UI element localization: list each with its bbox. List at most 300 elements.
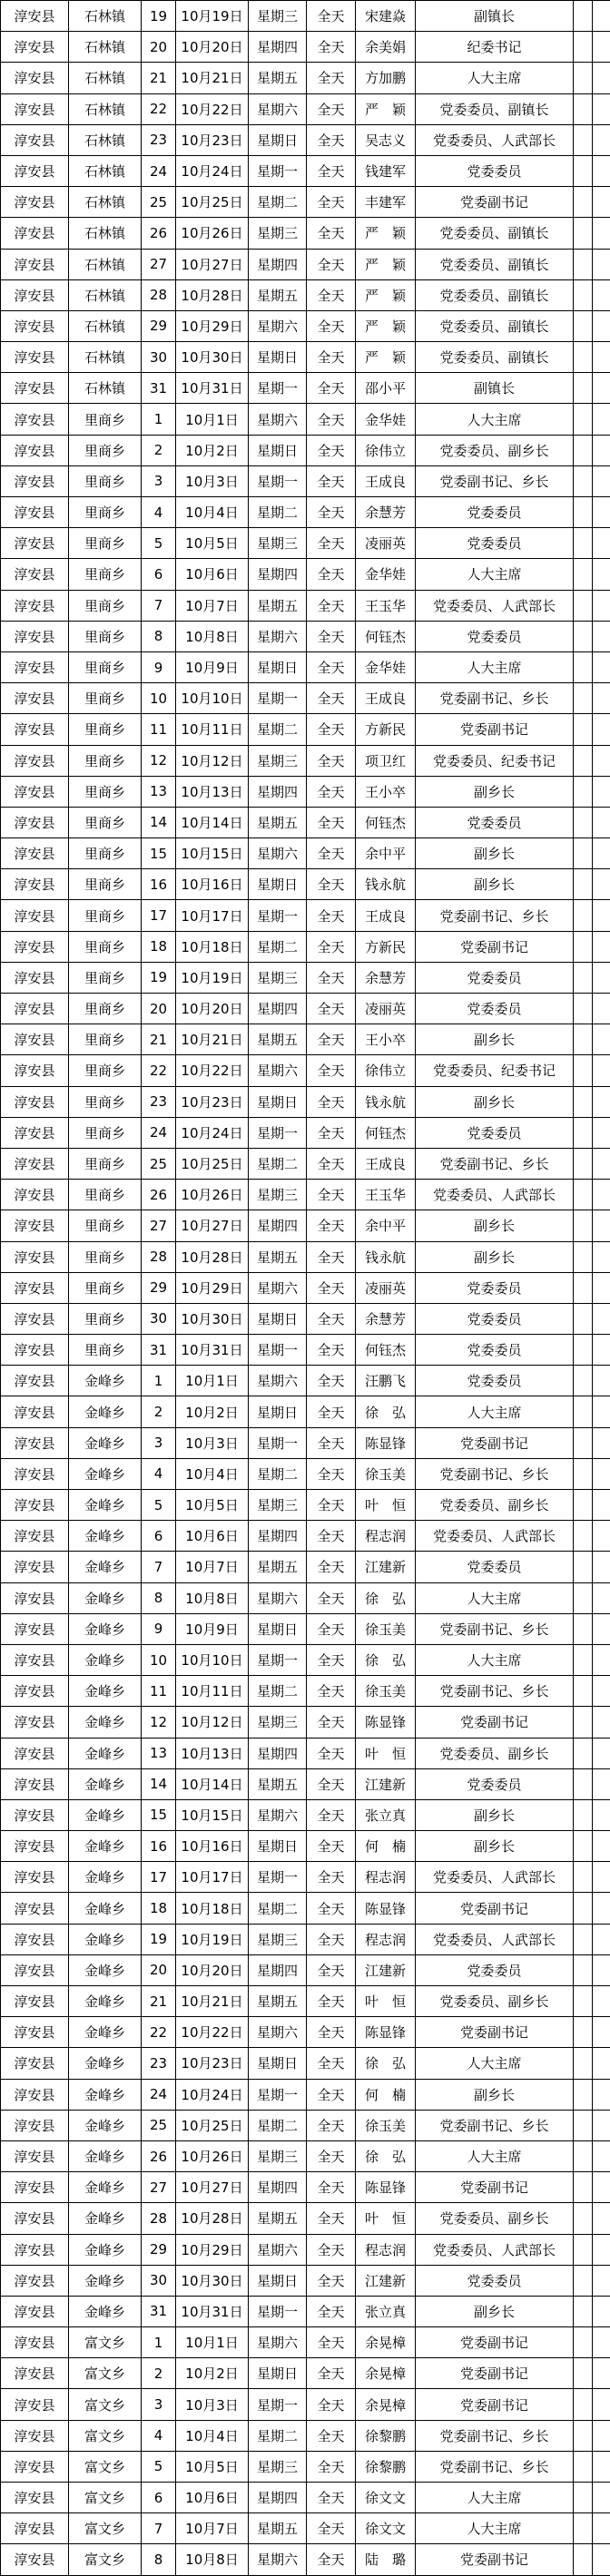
county-cell: 淳安县 bbox=[1, 1893, 69, 1924]
remark-cell bbox=[593, 1458, 610, 1489]
table-row bbox=[1, 2079, 610, 2110]
table-row bbox=[1, 1613, 610, 1644]
table-row bbox=[1, 124, 610, 155]
date-cell: 10月28日 bbox=[176, 1241, 249, 1272]
seq-cell: 31 bbox=[142, 1335, 176, 1366]
township-cell: 金峰乡 bbox=[69, 1862, 142, 1893]
township-cell: 里商乡 bbox=[69, 745, 142, 776]
township-cell: 里商乡 bbox=[69, 1055, 142, 1086]
position-cell: 党委委员 bbox=[416, 1303, 574, 1334]
table-row bbox=[1, 2140, 610, 2171]
table-row bbox=[1, 1893, 610, 1924]
seq-cell: 9 bbox=[142, 651, 176, 682]
county-cell: 淳安县 bbox=[1, 590, 69, 621]
table-row bbox=[1, 2296, 610, 2326]
weekday-cell: 星期一 bbox=[249, 155, 307, 186]
person-cell: 张立真 bbox=[356, 2296, 416, 2326]
weekday-cell: 星期四 bbox=[249, 32, 307, 63]
person-cell: 徐玉美 bbox=[356, 1676, 416, 1707]
seq-cell: 9 bbox=[142, 1613, 176, 1644]
period-cell: 全天 bbox=[307, 1831, 356, 1862]
table-row bbox=[1, 2234, 610, 2265]
seq-cell: 2 bbox=[142, 1396, 176, 1427]
position-cell: 党委副书记、乡长 bbox=[416, 1676, 574, 1707]
person-cell: 陈显锋 bbox=[356, 2172, 416, 2203]
township-cell: 富文乡 bbox=[69, 2420, 142, 2451]
position-cell: 副乡长 bbox=[416, 838, 574, 869]
person-cell: 叶 恒 bbox=[356, 1738, 416, 1768]
county-cell: 淳安县 bbox=[1, 1055, 69, 1086]
table-row bbox=[1, 2513, 610, 2544]
weekday-cell: 星期日 bbox=[249, 651, 307, 682]
period-cell: 全天 bbox=[307, 776, 356, 807]
date-cell: 10月20日 bbox=[176, 1954, 249, 1985]
position-cell: 人大主席 bbox=[416, 2140, 574, 2171]
weekday-cell: 星期一 bbox=[249, 2079, 307, 2110]
seq-cell: 24 bbox=[142, 155, 176, 186]
position-cell: 党委委员 bbox=[416, 2265, 574, 2296]
period-cell: 全天 bbox=[307, 2234, 356, 2265]
position-cell: 党委副书记、乡长 bbox=[416, 2420, 574, 2451]
person-cell: 金华娃 bbox=[356, 404, 416, 435]
note-cell bbox=[574, 1117, 593, 1148]
position-cell: 副乡长 bbox=[416, 1241, 574, 1272]
weekday-cell: 星期一 bbox=[249, 1335, 307, 1366]
date-cell: 10月8日 bbox=[176, 2544, 249, 2575]
township-cell: 金峰乡 bbox=[69, 1676, 142, 1707]
township-cell: 富文乡 bbox=[69, 2327, 142, 2358]
date-cell: 10月2日 bbox=[176, 2358, 249, 2389]
weekday-cell: 星期日 bbox=[249, 1396, 307, 1427]
weekday-cell: 星期四 bbox=[249, 249, 307, 279]
township-cell: 石林镇 bbox=[69, 310, 142, 341]
remark-cell bbox=[593, 1241, 610, 1272]
position-cell: 党委副书记 bbox=[416, 2358, 574, 2389]
remark-cell bbox=[593, 1862, 610, 1893]
township-cell: 石林镇 bbox=[69, 63, 142, 93]
county-cell: 淳安县 bbox=[1, 32, 69, 63]
position-cell: 人大主席 bbox=[416, 63, 574, 93]
note-cell bbox=[574, 1086, 593, 1117]
weekday-cell: 星期五 bbox=[249, 1768, 307, 1799]
remark-cell bbox=[593, 1396, 610, 1427]
note-cell bbox=[574, 187, 593, 218]
note-cell bbox=[574, 1490, 593, 1521]
remark-cell bbox=[593, 621, 610, 651]
table-row bbox=[1, 435, 610, 465]
remark-cell bbox=[593, 63, 610, 93]
position-cell: 副乡长 bbox=[416, 869, 574, 900]
period-cell: 全天 bbox=[307, 1180, 356, 1210]
table-row bbox=[1, 1738, 610, 1768]
county-cell: 淳安县 bbox=[1, 683, 69, 714]
weekday-cell: 星期二 bbox=[249, 714, 307, 745]
remark-cell bbox=[593, 2265, 610, 2296]
township-cell: 里商乡 bbox=[69, 994, 142, 1024]
weekday-cell: 星期五 bbox=[249, 1024, 307, 1055]
period-cell: 全天 bbox=[307, 1613, 356, 1644]
county-cell: 淳安县 bbox=[1, 2420, 69, 2451]
township-cell: 金峰乡 bbox=[69, 2079, 142, 2110]
county-cell: 淳安县 bbox=[1, 1582, 69, 1613]
township-cell: 里商乡 bbox=[69, 900, 142, 931]
township-cell: 富文乡 bbox=[69, 2358, 142, 2389]
person-cell: 余中平 bbox=[356, 838, 416, 869]
person-cell: 徐 弘 bbox=[356, 2048, 416, 2079]
seq-cell: 1 bbox=[142, 404, 176, 435]
position-cell: 党委委员、人武部长 bbox=[416, 590, 574, 621]
weekday-cell: 星期三 bbox=[249, 1, 307, 32]
weekday-cell: 星期五 bbox=[249, 63, 307, 93]
county-cell: 淳安县 bbox=[1, 714, 69, 745]
seq-cell: 6 bbox=[142, 2483, 176, 2513]
township-cell: 金峰乡 bbox=[69, 1521, 142, 1552]
period-cell: 全天 bbox=[307, 1954, 356, 1985]
table-row bbox=[1, 373, 610, 404]
county-cell: 淳安县 bbox=[1, 2389, 69, 2420]
table-row bbox=[1, 2544, 610, 2575]
table-row bbox=[1, 1366, 610, 1396]
county-cell: 淳安县 bbox=[1, 1396, 69, 1427]
table-row bbox=[1, 1086, 610, 1117]
remark-cell bbox=[593, 2327, 610, 2358]
period-cell: 全天 bbox=[307, 2451, 356, 2482]
note-cell bbox=[574, 714, 593, 745]
county-cell: 淳安县 bbox=[1, 2079, 69, 2110]
table-row bbox=[1, 1396, 610, 1427]
date-cell: 10月23日 bbox=[176, 2048, 249, 2079]
township-cell: 金峰乡 bbox=[69, 1366, 142, 1396]
remark-cell bbox=[593, 745, 610, 776]
note-cell bbox=[574, 2140, 593, 2171]
seq-cell: 11 bbox=[142, 1676, 176, 1707]
county-cell: 淳安县 bbox=[1, 1335, 69, 1366]
table-row bbox=[1, 1799, 610, 1830]
township-cell: 金峰乡 bbox=[69, 2234, 142, 2265]
person-cell: 徐 弘 bbox=[356, 1644, 416, 1675]
township-cell: 里商乡 bbox=[69, 1241, 142, 1272]
seq-cell: 10 bbox=[142, 683, 176, 714]
table-row bbox=[1, 1768, 610, 1799]
table-row bbox=[1, 2420, 610, 2451]
person-cell: 陈显锋 bbox=[356, 1893, 416, 1924]
weekday-cell: 星期五 bbox=[249, 590, 307, 621]
county-cell: 淳安县 bbox=[1, 279, 69, 310]
weekday-cell: 星期六 bbox=[249, 1799, 307, 1830]
position-cell: 党委副书记、乡长 bbox=[416, 2110, 574, 2140]
date-cell: 10月16日 bbox=[176, 1831, 249, 1862]
person-cell: 钱永航 bbox=[356, 1241, 416, 1272]
person-cell: 陈显锋 bbox=[356, 2017, 416, 2048]
township-cell: 石林镇 bbox=[69, 1, 142, 32]
table-row bbox=[1, 1335, 610, 1366]
table-row bbox=[1, 621, 610, 651]
county-cell: 淳安县 bbox=[1, 2513, 69, 2544]
township-cell: 富文乡 bbox=[69, 2544, 142, 2575]
position-cell: 党委副书记、乡长 bbox=[416, 1458, 574, 1489]
seq-cell: 19 bbox=[142, 1, 176, 32]
position-cell: 人大主席 bbox=[416, 2513, 574, 2544]
person-cell: 余晃樟 bbox=[356, 2358, 416, 2389]
weekday-cell: 星期一 bbox=[249, 373, 307, 404]
township-cell: 里商乡 bbox=[69, 1148, 142, 1179]
seq-cell: 5 bbox=[142, 1490, 176, 1521]
seq-cell: 5 bbox=[142, 2451, 176, 2482]
seq-cell: 1 bbox=[142, 1366, 176, 1396]
period-cell: 全天 bbox=[307, 249, 356, 279]
position-cell: 党委委员 bbox=[416, 807, 574, 837]
weekday-cell: 星期日 bbox=[249, 1086, 307, 1117]
position-cell: 党委副书记、乡长 bbox=[416, 2451, 574, 2482]
date-cell: 10月12日 bbox=[176, 745, 249, 776]
note-cell bbox=[574, 2079, 593, 2110]
table-row bbox=[1, 869, 610, 900]
note-cell bbox=[574, 1366, 593, 1396]
note-cell bbox=[574, 1427, 593, 1458]
county-cell: 淳安县 bbox=[1, 2110, 69, 2140]
county-cell: 淳安县 bbox=[1, 2017, 69, 2048]
county-cell: 淳安县 bbox=[1, 465, 69, 496]
position-cell: 党委委员 bbox=[416, 621, 574, 651]
seq-cell: 26 bbox=[142, 218, 176, 249]
county-cell: 淳安县 bbox=[1, 1272, 69, 1303]
seq-cell: 26 bbox=[142, 2140, 176, 2171]
position-cell: 党委委员 bbox=[416, 497, 574, 528]
table-row bbox=[1, 776, 610, 807]
person-cell: 金华娃 bbox=[356, 651, 416, 682]
township-cell: 金峰乡 bbox=[69, 1986, 142, 2017]
date-cell: 10月20日 bbox=[176, 994, 249, 1024]
date-cell: 10月2日 bbox=[176, 1396, 249, 1427]
weekday-cell: 星期日 bbox=[249, 1303, 307, 1334]
note-cell bbox=[574, 807, 593, 837]
weekday-cell: 星期四 bbox=[249, 2172, 307, 2203]
position-cell: 党委委员、人武部长 bbox=[416, 1180, 574, 1210]
county-cell: 淳安县 bbox=[1, 1738, 69, 1768]
table-row bbox=[1, 2048, 610, 2079]
position-cell: 党委委员 bbox=[416, 1768, 574, 1799]
position-cell: 党委委员 bbox=[416, 1335, 574, 1366]
seq-cell: 27 bbox=[142, 2172, 176, 2203]
county-cell: 淳安县 bbox=[1, 1180, 69, 1210]
weekday-cell: 星期五 bbox=[249, 2203, 307, 2234]
remark-cell bbox=[593, 776, 610, 807]
date-cell: 10月8日 bbox=[176, 1582, 249, 1613]
weekday-cell: 星期五 bbox=[249, 1986, 307, 2017]
table-row bbox=[1, 1024, 610, 1055]
note-cell bbox=[574, 124, 593, 155]
table-row bbox=[1, 1180, 610, 1210]
period-cell: 全天 bbox=[307, 124, 356, 155]
period-cell: 全天 bbox=[307, 2265, 356, 2296]
table-row bbox=[1, 559, 610, 590]
remark-cell bbox=[593, 1335, 610, 1366]
period-cell: 全天 bbox=[307, 683, 356, 714]
period-cell: 全天 bbox=[307, 1986, 356, 2017]
township-cell: 里商乡 bbox=[69, 931, 142, 962]
position-cell: 副乡长 bbox=[416, 1086, 574, 1117]
note-cell bbox=[574, 931, 593, 962]
position-cell: 副乡长 bbox=[416, 1799, 574, 1830]
remark-cell bbox=[593, 683, 610, 714]
note-cell bbox=[574, 1552, 593, 1582]
township-cell: 里商乡 bbox=[69, 1117, 142, 1148]
county-cell: 淳安县 bbox=[1, 93, 69, 124]
township-cell: 金峰乡 bbox=[69, 1396, 142, 1427]
weekday-cell: 星期六 bbox=[249, 310, 307, 341]
position-cell: 党委副书记、乡长 bbox=[416, 900, 574, 931]
remark-cell bbox=[593, 1210, 610, 1241]
township-cell: 金峰乡 bbox=[69, 2265, 142, 2296]
county-cell: 淳安县 bbox=[1, 2358, 69, 2389]
remark-cell bbox=[593, 590, 610, 621]
position-cell: 副乡长 bbox=[416, 1024, 574, 1055]
person-cell: 何 楠 bbox=[356, 2079, 416, 2110]
person-cell: 凌丽英 bbox=[356, 1272, 416, 1303]
seq-cell: 13 bbox=[142, 1738, 176, 1768]
weekday-cell: 星期日 bbox=[249, 1613, 307, 1644]
seq-cell: 12 bbox=[142, 745, 176, 776]
person-cell: 徐玉美 bbox=[356, 1458, 416, 1489]
date-cell: 10月14日 bbox=[176, 1768, 249, 1799]
remark-cell bbox=[593, 2358, 610, 2389]
table-row bbox=[1, 1490, 610, 1521]
county-cell: 淳安县 bbox=[1, 1, 69, 32]
position-cell: 党委委员、副镇长 bbox=[416, 310, 574, 341]
table-row bbox=[1, 1986, 610, 2017]
date-cell: 10月11日 bbox=[176, 714, 249, 745]
weekday-cell: 星期四 bbox=[249, 776, 307, 807]
period-cell: 全天 bbox=[307, 931, 356, 962]
weekday-cell: 星期五 bbox=[249, 1241, 307, 1272]
date-cell: 10月29日 bbox=[176, 2234, 249, 2265]
date-cell: 10月29日 bbox=[176, 310, 249, 341]
note-cell bbox=[574, 1, 593, 32]
township-cell: 金峰乡 bbox=[69, 2203, 142, 2234]
date-cell: 10月26日 bbox=[176, 1180, 249, 1210]
township-cell: 金峰乡 bbox=[69, 1799, 142, 1830]
remark-cell bbox=[593, 342, 610, 373]
township-cell: 金峰乡 bbox=[69, 1552, 142, 1582]
position-cell: 党委委员、副镇长 bbox=[416, 249, 574, 279]
table-row bbox=[1, 1924, 610, 1954]
person-cell: 何钰杰 bbox=[356, 621, 416, 651]
county-cell: 淳安县 bbox=[1, 63, 69, 93]
township-cell: 富文乡 bbox=[69, 2483, 142, 2513]
township-cell: 里商乡 bbox=[69, 1086, 142, 1117]
position-cell: 党委委员、人武部长 bbox=[416, 124, 574, 155]
period-cell: 全天 bbox=[307, 900, 356, 931]
note-cell bbox=[574, 155, 593, 186]
county-cell: 淳安县 bbox=[1, 994, 69, 1024]
weekday-cell: 星期六 bbox=[249, 1272, 307, 1303]
township-cell: 金峰乡 bbox=[69, 1613, 142, 1644]
note-cell bbox=[574, 1986, 593, 2017]
table-row bbox=[1, 63, 610, 93]
seq-cell: 28 bbox=[142, 279, 176, 310]
table-row bbox=[1, 497, 610, 528]
person-cell: 王成良 bbox=[356, 900, 416, 931]
position-cell: 副镇长 bbox=[416, 373, 574, 404]
county-cell: 淳安县 bbox=[1, 1644, 69, 1675]
note-cell bbox=[574, 2017, 593, 2048]
weekday-cell: 星期六 bbox=[249, 838, 307, 869]
period-cell: 全天 bbox=[307, 1490, 356, 1521]
position-cell: 党委副书记 bbox=[416, 1427, 574, 1458]
weekday-cell: 星期三 bbox=[249, 218, 307, 249]
period-cell: 全天 bbox=[307, 2079, 356, 2110]
county-cell: 淳安县 bbox=[1, 2451, 69, 2482]
seq-cell: 15 bbox=[142, 1799, 176, 1830]
date-cell: 10月18日 bbox=[176, 1893, 249, 1924]
note-cell bbox=[574, 1241, 593, 1272]
position-cell: 党委副书记 bbox=[416, 1893, 574, 1924]
person-cell: 方加鹏 bbox=[356, 63, 416, 93]
township-cell: 石林镇 bbox=[69, 93, 142, 124]
weekday-cell: 星期一 bbox=[249, 1117, 307, 1148]
person-cell: 严 颖 bbox=[356, 218, 416, 249]
seq-cell: 15 bbox=[142, 838, 176, 869]
table-row bbox=[1, 1521, 610, 1552]
note-cell bbox=[574, 404, 593, 435]
seq-cell: 3 bbox=[142, 465, 176, 496]
remark-cell bbox=[593, 310, 610, 341]
period-cell: 全天 bbox=[307, 651, 356, 682]
date-cell: 10月22日 bbox=[176, 1055, 249, 1086]
date-cell: 10月24日 bbox=[176, 155, 249, 186]
table-row bbox=[1, 279, 610, 310]
county-cell: 淳安县 bbox=[1, 1862, 69, 1893]
weekday-cell: 星期二 bbox=[249, 1676, 307, 1707]
note-cell bbox=[574, 621, 593, 651]
person-cell: 陈显锋 bbox=[356, 1707, 416, 1738]
person-cell: 江建新 bbox=[356, 1954, 416, 1985]
period-cell: 全天 bbox=[307, 218, 356, 249]
table-row bbox=[1, 651, 610, 682]
county-cell: 淳安县 bbox=[1, 745, 69, 776]
remark-cell bbox=[593, 1, 610, 32]
remark-cell bbox=[593, 559, 610, 590]
note-cell bbox=[574, 32, 593, 63]
date-cell: 10月20日 bbox=[176, 32, 249, 63]
note-cell bbox=[574, 1924, 593, 1954]
period-cell: 全天 bbox=[307, 2172, 356, 2203]
township-cell: 里商乡 bbox=[69, 838, 142, 869]
period-cell: 全天 bbox=[307, 1241, 356, 1272]
position-cell: 党委委员、副乡长 bbox=[416, 1986, 574, 2017]
table-row bbox=[1, 2172, 610, 2203]
county-cell: 淳安县 bbox=[1, 1552, 69, 1582]
period-cell: 全天 bbox=[307, 32, 356, 63]
weekday-cell: 星期四 bbox=[249, 1954, 307, 1985]
township-cell: 金峰乡 bbox=[69, 1924, 142, 1954]
table-row bbox=[1, 249, 610, 279]
township-cell: 里商乡 bbox=[69, 1180, 142, 1210]
remark-cell bbox=[593, 2234, 610, 2265]
table-row bbox=[1, 1117, 610, 1148]
table-row bbox=[1, 2265, 610, 2296]
remark-cell bbox=[593, 931, 610, 962]
table-row bbox=[1, 2389, 610, 2420]
remark-cell bbox=[593, 1024, 610, 1055]
person-cell: 余晃樟 bbox=[356, 2327, 416, 2358]
person-cell: 徐文文 bbox=[356, 2483, 416, 2513]
note-cell bbox=[574, 1862, 593, 1893]
township-cell: 里商乡 bbox=[69, 465, 142, 496]
period-cell: 全天 bbox=[307, 1427, 356, 1458]
township-cell: 金峰乡 bbox=[69, 1707, 142, 1738]
position-cell: 党委委员、副乡长 bbox=[416, 435, 574, 465]
